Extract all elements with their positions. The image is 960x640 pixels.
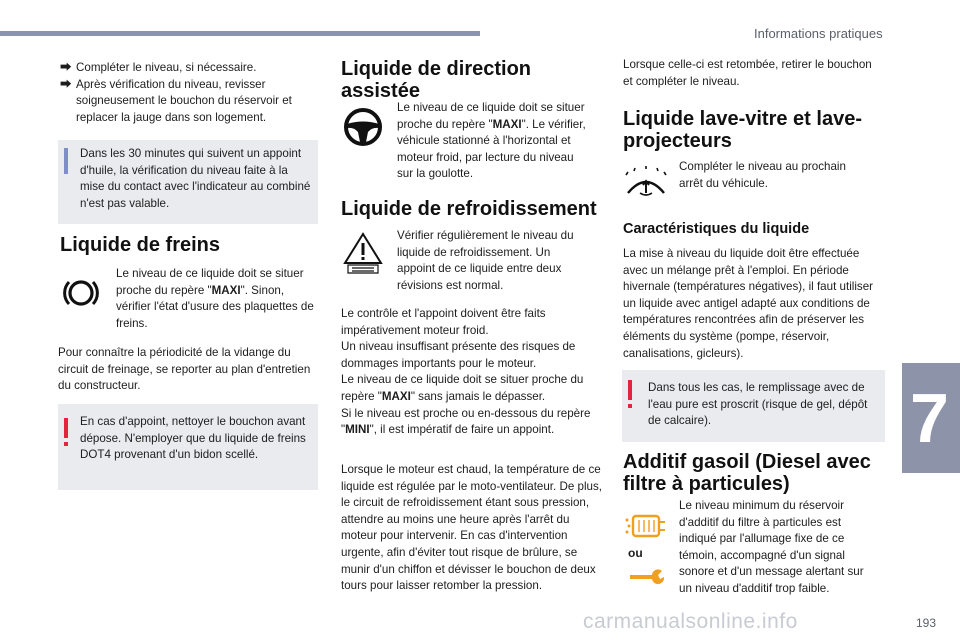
- characteristics-title: Caractéristiques du liquide: [623, 221, 810, 237]
- coolant-paragraph-1: Le contrôle et l'appoint doivent être faits impérativement moteur froid. Un niveau insuffisant présente des risques de dommages importants pour le moteur. Le niveau de ce liquide doit se situer proche du repère "MAXI" sans jamais le dépasser. Si le niveau est proche ou en-dessous du repère "MINI", il est impératif de faire un appoint.: [341, 307, 591, 437]
- wrench-icon: [622, 562, 670, 592]
- coolant-title: Liquide de refroidissement: [341, 198, 597, 220]
- chapter-tab: 7: [902, 363, 960, 473]
- bullet-list: [60, 60, 315, 126]
- particle-filter-icon: [622, 508, 670, 544]
- warning-text: Dans tous les cas, le remplissage avec de l'eau pure est proscrit (risque de gel, dépôt de calcaire).: [648, 381, 868, 428]
- info-text: Dans les 30 minutes qui suivent un appoint d'huile, la vérification du niveau faite à la mise du contact avec l'indicateur au combiné n'est pas valable.: [80, 147, 311, 210]
- coolant-warning-icon: [340, 230, 386, 276]
- steering-title: Liquide de direction assistée: [341, 58, 532, 102]
- list-item-text: Après vérification du niveau, revisser soigneusement le bouchon du réservoir et replacer la jauge dans son logement.: [76, 77, 292, 124]
- washer-fluid-icon: [622, 162, 670, 204]
- bullet-marker: ⮕: [60, 61, 72, 74]
- list-item: [60, 60, 315, 77]
- header-accent-bar: [0, 31, 480, 36]
- bullet-marker: ⮕: [60, 77, 72, 91]
- coolant-paragraph-2: Lorsque le moteur est chaud, la température de ce liquide est régulée par le moto-ventilateur. De plus, le circuit de refroidissement étant sous pression, attendre au moins une heure après l'arrêt du moteur pour intervenir. En cas d'intervention urgente, afin d'éviter tout risque de brûlure, se munir d'un chiffon et dévisser le bouchon de deux tours pour laisser retomber la pression.: [341, 463, 603, 593]
- info-box: [58, 140, 318, 224]
- brakes-title: Liquide de freins: [60, 234, 221, 256]
- warning-icon: [64, 418, 68, 438]
- brakes-icon-text: Le niveau de ce liquide doit se situer proche du repère "MAXI". Sinon, vérifier l'état d'usure des plaquettes de freins.: [116, 267, 314, 330]
- brakes-paragraph: Pour connaître la périodicité de la vidange du circuit de freinage, se reporter au plan d'entretien du constructeur.: [58, 346, 311, 393]
- brake-fluid-icon: [58, 270, 104, 316]
- warning-text: En cas d'appoint, nettoyer le bouchon avant dépose. N'employer que du liquide de freins DOT4 provenant d'un bidon scellé.: [80, 415, 306, 462]
- diesel-icon-text: Le niveau minimum du réservoir d'additif du filtre à particules est indiqué par l'allumage fixe de ce témoin, accompagné d'un signal sonore et d'un message alertant sur un niveau d'additif trop faible.: [679, 499, 864, 595]
- characteristics-warning-box: [622, 370, 885, 442]
- or-label: ou: [628, 546, 643, 560]
- steering-text: Le niveau de ce liquide doit se situer proche du repère "MAXI". Le vérifier, véhicule stationné à l'horizontal et moteur froid, par lecture du niveau sur la goulotte.: [397, 101, 586, 181]
- brakes-warning-box: [58, 404, 318, 490]
- washer-icon-text: Compléter le niveau au prochain arrêt du véhicule.: [679, 160, 846, 190]
- info-icon: [64, 148, 68, 174]
- characteristics-paragraph: La mise à niveau du liquide doit être effectuée avec un mélange prêt à l'emploi. En période hivernale (températures négatives), il faut utiliser un liquide avec antigel adapté aux conditions de températures rencontrées afin de préserver les éléments du système (pompe, réservoir, canalisations, gicleurs).: [623, 247, 874, 360]
- page-number: 193: [915, 616, 936, 630]
- steering-wheel-icon: [340, 104, 386, 150]
- watermark: carmanualsonline.info: [583, 610, 798, 633]
- coolant-icon-text: Vérifier régulièrement le niveau du liquide de refroidissement. Un appoint de ce liquide entre deux révisions est normal.: [397, 229, 574, 292]
- section-title: Informations pratiques: [754, 26, 883, 41]
- list-item-text: Compléter le niveau, si nécessaire.: [76, 61, 257, 74]
- diesel-title: Additif gasoil (Diesel avec filtre à particules): [623, 451, 871, 495]
- list-item: [60, 77, 315, 127]
- intro-paragraph: Lorsque celle-ci est retombée, retirer le bouchon et compléter le niveau.: [623, 58, 872, 88]
- washer-title: Liquide lave-vitre et lave- projecteurs: [623, 108, 862, 152]
- warning-icon: [628, 380, 632, 400]
